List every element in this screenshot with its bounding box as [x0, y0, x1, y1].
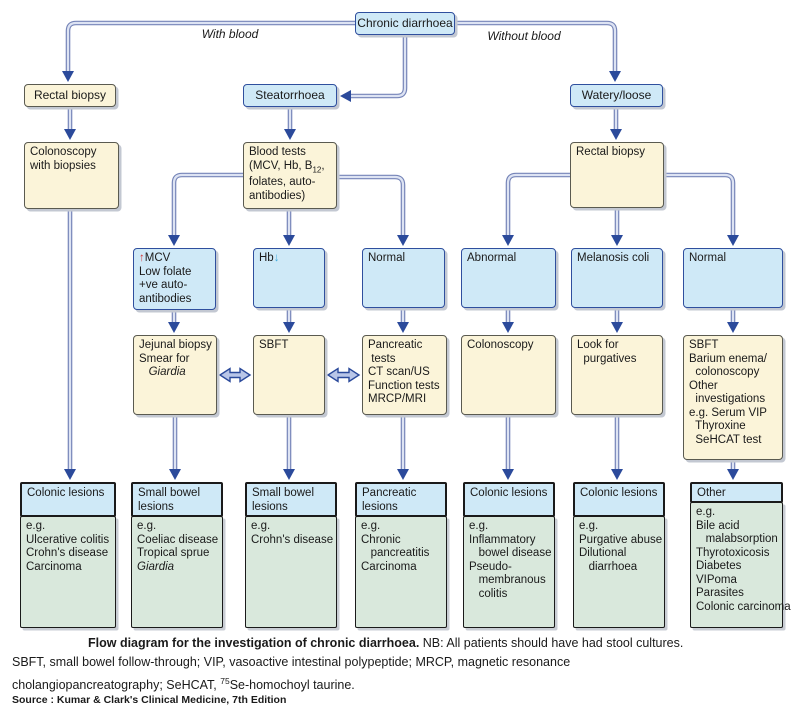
text-line: Colonic carcinoma: [696, 600, 791, 613]
text-line: lesions: [252, 500, 288, 513]
branch-label-without-blood: Without blood: [487, 29, 561, 43]
edge-normal-right-to-sbft-barium: [727, 308, 739, 333]
edge-blood-tests-to-normal-mid: [337, 177, 409, 246]
edge-rectal-right-to-melanosis: [611, 208, 623, 246]
outcome-list-colonic-lesions-2: [463, 516, 555, 628]
text-line: Pseudo-: [469, 560, 512, 573]
edge-rectal-left-to-colonoscopy: [64, 107, 76, 140]
text-line: Diabetes: [696, 560, 742, 572]
text-line: Hb↓: [259, 252, 280, 264]
text-line: Carcinoma: [26, 560, 82, 573]
outcome-list-colonic-lesions-3: [573, 516, 665, 628]
text-line: e.g.: [137, 520, 157, 532]
edge-rectal-right-to-abnormal: [502, 175, 570, 246]
text-line: Crohn's disease: [26, 547, 109, 559]
text-line: Thyroxine: [689, 420, 746, 432]
node-chronic-diarrhoea: Chronic diarrhoea: [355, 12, 455, 35]
text-line: Flow diagram for the investigation of chronic diarrhoea. NB: All patients should have had stool cultures.: [88, 636, 684, 650]
edge-look-purgatives-to-outcome-f: [611, 415, 623, 480]
text-line: Small bowel: [252, 487, 314, 499]
text-line: cholangiopancreatography; SeHCAT, $^{75}$Se-homochoyl taurine.: [12, 676, 355, 693]
double-arrow-jejunal-sbft: [220, 369, 250, 382]
text-line: Colonic lesions: [27, 487, 105, 499]
text-line: Pancreatic: [362, 487, 417, 499]
text-line: purgatives: [577, 352, 637, 365]
edge-hb-to-sbft: [283, 308, 295, 333]
node-normal-right: Normal: [683, 248, 783, 308]
branch-label-with-blood: With blood: [201, 27, 259, 41]
text-line: Colonic lesions: [470, 487, 548, 499]
text-line: Other: [697, 487, 726, 499]
node-sbft: SBFT: [253, 335, 325, 415]
edge-sbft-to-outcome-c: [283, 415, 295, 480]
double-arrow-sbft-pancreatic: [328, 369, 359, 382]
node-colonoscopy-with-biopsies: [24, 142, 119, 209]
edge-blood-tests-to-hb: [283, 209, 295, 246]
node-jejunal-biopsy: [133, 335, 217, 415]
text-line: Thyrotoxicosis: [696, 546, 770, 559]
text-line: ↑MCV: [139, 252, 171, 264]
outcome-header-pancreatic-lesions: [355, 482, 447, 517]
edge-colonoscopy-to-outcome-a: [64, 210, 76, 480]
text-line: Inflammatory: [469, 533, 536, 546]
node-pancreatic-tests: [362, 335, 447, 415]
text-line: Small bowel: [138, 487, 200, 499]
node-normal-mid: Normal: [362, 248, 445, 308]
node-rectal-biopsy-left: Rectal biopsy: [24, 84, 116, 107]
text-line: Parasites: [696, 587, 744, 599]
edge-mcv-to-jejunal: [168, 310, 180, 333]
text-line: (MCV, Hb, $B_{12}$,: [249, 159, 325, 174]
figure-caption: [12, 634, 794, 695]
text-line: Giardia: [137, 560, 175, 573]
outcome-header-colonic-lesions-1: [20, 482, 116, 517]
text-line: Purgative abuse: [579, 533, 663, 546]
text-line: e.g.: [361, 520, 381, 532]
text-line: colonoscopy: [689, 366, 760, 378]
text-line: e.g.: [696, 506, 716, 518]
text-line: Function tests: [368, 379, 440, 392]
node-look-for-purgatives: [571, 335, 663, 415]
outcome-list-pancreatic-lesions: [355, 516, 447, 628]
text-line: SeHCAT test: [689, 433, 762, 446]
edge-colonoscopy-right-to-outcome-e: [502, 415, 514, 480]
text-line: e.g. Serum VIP: [689, 406, 767, 419]
text-line: lesions: [362, 500, 398, 513]
outcome-list-other: [690, 502, 791, 628]
outcome-list-small-bowel-2: [245, 516, 337, 628]
text-line: SBFT, small bowel follow-through; VIP, vasoactive intestinal polypeptide; MRCP, magnetic resonance: [12, 655, 571, 669]
text-line: Blood tests: [249, 146, 306, 158]
edge-jejunal-to-outcome-b: [169, 415, 181, 480]
node-steatorrhoea: Steatorrhoea: [243, 84, 337, 107]
source-line: Source : Kumar & Clark's Clinical Medicine, 7th Edition: [12, 694, 287, 706]
text-line: Bile acid: [696, 519, 740, 532]
outcome-list-colonic-lesions-1: [20, 516, 116, 628]
outcome-header-colonic-lesions-2: [463, 482, 555, 517]
text-line: e.g.: [26, 520, 46, 532]
outcome-header-colonic-lesions-3: [573, 482, 665, 517]
node-colonoscopy-right: Colonoscopy: [461, 335, 556, 415]
edge-abnormal-to-colonoscopy-right: [502, 308, 514, 333]
node-blood-tests: [243, 142, 337, 209]
edge-sbft-barium-to-outcome-g: [727, 460, 739, 480]
text-line: CT scan/US: [368, 366, 430, 378]
text-line: antibodies): [249, 189, 306, 202]
text-line: colitis: [469, 587, 508, 600]
edge-steatorrhoea-to-blood-tests: [284, 107, 296, 140]
outcome-header-small-bowel-1: [131, 482, 223, 517]
text-line: Pancreatic: [368, 339, 423, 351]
node-raised-mcv-low-folate: [133, 248, 216, 310]
edge-melanosis-to-look-purgatives: [611, 308, 623, 333]
edge-blood-tests-to-mcv: [168, 175, 243, 246]
edge-pancreatic-tests-to-outcome-d: [397, 415, 409, 480]
edge-rectal-right-to-normal-right: [664, 175, 739, 246]
text-line: folates, auto-: [249, 176, 316, 189]
text-line: Jejunal biopsy: [139, 339, 212, 351]
outcome-list-small-bowel-1: [131, 516, 223, 628]
outcome-header-other: [690, 482, 783, 503]
text-line: Dilutional: [579, 547, 627, 559]
text-line: Other: [689, 379, 718, 392]
text-line: e.g.: [579, 520, 599, 532]
node-abnormal: Abnormal: [461, 248, 556, 308]
text-line: Coeliac disease: [137, 533, 219, 546]
text-line: MRCP/MRI: [368, 393, 427, 405]
text-line: malabsorption: [696, 533, 778, 545]
outcome-header-small-bowel-2: [245, 482, 337, 517]
text-line: Carcinoma: [361, 560, 417, 573]
text-line: VIPoma: [696, 573, 737, 586]
text-line: with biopsies: [30, 159, 96, 172]
edge-normal-mid-to-pancreatic-tests: [397, 308, 409, 333]
text-line: investigations: [689, 393, 766, 405]
text-line: Low folate: [139, 265, 192, 278]
text-line: Colonic lesions: [580, 487, 658, 499]
text-line: Tropical sprue: [137, 547, 210, 559]
text-line: diarrhoea: [579, 560, 638, 573]
text-line: Smear for: [139, 352, 190, 365]
text-line: e.g.: [469, 520, 489, 532]
node-low-hb: [253, 248, 325, 308]
text-line: Chronic: [361, 533, 401, 546]
text-line: lesions: [138, 500, 174, 513]
text-line: Barium enema/: [689, 352, 767, 365]
edge-watery-to-rectal-right: [610, 107, 622, 140]
node-watery-loose: Watery/loose: [570, 84, 663, 107]
text-line: antibodies: [139, 292, 192, 305]
text-line: Colonoscopy: [30, 146, 97, 158]
text-line: membranous: [469, 574, 546, 586]
text-line: SBFT: [689, 339, 719, 351]
text-line: Giardia: [148, 366, 186, 378]
text-line: Crohn's disease: [251, 533, 334, 546]
node-rectal-biopsy-right: Rectal biopsy: [570, 142, 664, 208]
edge-chronic-to-steatorrhoea: [340, 35, 405, 102]
text-line: Look for: [577, 339, 619, 351]
node-melanosis-coli: Melanosis coli: [571, 248, 663, 308]
node-sbft-barium-other: [683, 335, 783, 460]
text-line: tests: [368, 352, 396, 365]
text-line: e.g.: [251, 520, 271, 532]
text-line: bowel disease: [469, 547, 552, 559]
text-line: Ulcerative colitis: [26, 533, 110, 546]
text-line: +ve auto-: [139, 279, 188, 291]
text-line: pancreatitis: [361, 547, 430, 559]
